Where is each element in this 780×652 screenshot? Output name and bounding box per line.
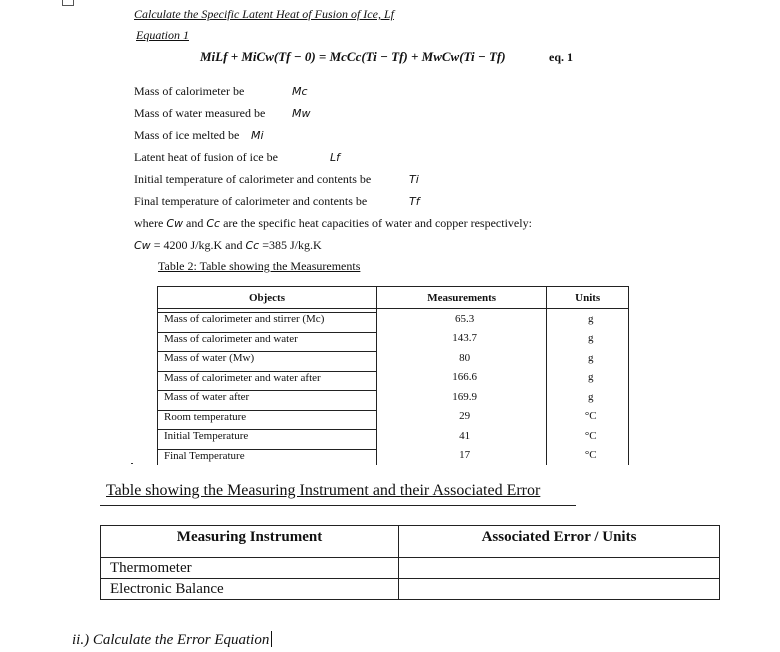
- cw-value: = 4200 J/kg.K: [153, 238, 223, 252]
- specific-heat-description: [134, 216, 532, 231]
- object-cell: [158, 407, 377, 427]
- error-cell[interactable]: [399, 579, 720, 600]
- object-label: Mass of calorimeter and stirrer (Mc): [158, 312, 376, 325]
- object-label: Room temperature: [158, 410, 376, 423]
- object-cell: [158, 387, 377, 407]
- column-header-instrument: Measuring Instrument: [101, 526, 399, 558]
- where-and: and: [186, 216, 204, 230]
- definition-symbol: Mw: [292, 107, 311, 120]
- cw-symbol: Cw: [166, 217, 184, 230]
- measurement-cell: 17: [376, 446, 546, 466]
- table-row: [101, 558, 720, 579]
- table-row: [158, 407, 629, 427]
- unit-cell: g: [547, 387, 629, 407]
- unit-cell: g: [547, 329, 629, 349]
- object-label: Mass of calorimeter and water after: [158, 371, 376, 384]
- table-row: [158, 387, 629, 407]
- section-title: Calculate the Specific Latent Heat of Fusion of Ice, Lf: [134, 7, 394, 21]
- error-table: [100, 525, 720, 600]
- definition-text: Initial temperature of calorimeter and contents be: [134, 172, 372, 186]
- text-cursor: [271, 631, 272, 647]
- object-label: Mass of water (Mw): [158, 351, 376, 364]
- table-row: [158, 446, 629, 466]
- column-header-objects: Objects: [158, 287, 377, 309]
- latent-heat-equation: MiLf + MiCw(Tf − 0) = McCc(Ti − Tf) + MwCw(Ti − Tf): [200, 49, 506, 64]
- caption-rule: [100, 505, 576, 506]
- cw-symbol: Cw: [134, 239, 151, 252]
- column-header-error: Associated Error / Units: [399, 526, 720, 558]
- table-row: [158, 329, 629, 349]
- definition-text: Mass of ice melted be: [134, 128, 240, 142]
- measurements-table-caption: Table 2: Table showing the Measurements: [158, 259, 361, 273]
- measurement-cell: 143.7: [376, 329, 546, 349]
- definition-text: Mass of calorimeter be: [134, 84, 245, 98]
- unit-cell: g: [547, 309, 629, 329]
- measurement-cell: 169.9: [376, 387, 546, 407]
- table-row: [158, 309, 629, 329]
- unit-cell: g: [547, 348, 629, 368]
- object-cell: [158, 368, 377, 388]
- values-and: and: [225, 238, 243, 252]
- object-cell: [158, 309, 377, 329]
- table-row: [158, 426, 629, 446]
- measurement-cell: 166.6: [376, 368, 546, 388]
- measurements-table: [157, 286, 629, 465]
- unit-cell: °C: [547, 407, 629, 427]
- definition-symbol: Lf: [330, 151, 341, 164]
- definition-text: Mass of water measured be: [134, 106, 266, 120]
- cc-symbol: Cc: [206, 217, 221, 230]
- definition-symbol: Tf: [409, 195, 420, 208]
- equation-number: eq. 1: [549, 50, 573, 64]
- error-table-caption: Table showing the Measuring Instrument and their Associated Error: [106, 482, 541, 499]
- object-label: Final Temperature: [158, 449, 376, 462]
- cc-value: =385 J/kg.K: [262, 238, 322, 252]
- where-prefix: where: [134, 216, 164, 230]
- measurement-cell: 65.3: [376, 309, 546, 329]
- definition-symbol: Mi: [251, 129, 264, 142]
- error-cell[interactable]: [399, 558, 720, 579]
- unit-cell: °C: [547, 426, 629, 446]
- object-cell: [158, 426, 377, 446]
- measurement-cell: 80: [376, 348, 546, 368]
- equation-label: Equation 1: [136, 28, 189, 42]
- prompt-text: ii.) Calculate the Error Equation: [72, 632, 270, 648]
- unit-cell: °C: [547, 446, 629, 466]
- table-row: [158, 368, 629, 388]
- where-suffix: are the specific heat capacities of water and copper respectively:: [223, 216, 532, 230]
- object-cell: [158, 348, 377, 368]
- column-header-measurements: Measurements: [376, 287, 546, 309]
- definition-symbol: Ti: [409, 173, 419, 186]
- stray-mark: [131, 463, 133, 464]
- unit-cell: g: [547, 368, 629, 388]
- error-equation-prompt[interactable]: [72, 631, 272, 649]
- definition-text: Final temperature of calorimeter and contents be: [134, 194, 368, 208]
- measurement-cell: 41: [376, 426, 546, 446]
- cc-symbol: Cc: [245, 239, 260, 252]
- object-label: Mass of water after: [158, 390, 376, 403]
- definition-symbol: Mc: [292, 85, 308, 98]
- definition-text: Latent heat of fusion of ice be: [134, 150, 278, 164]
- column-header-units: Units: [547, 287, 629, 309]
- object-cell: [158, 446, 377, 466]
- table-row: [158, 348, 629, 368]
- instrument-cell: Electronic Balance: [101, 579, 399, 600]
- measurement-cell: 29: [376, 407, 546, 427]
- table-row: [101, 579, 720, 600]
- object-label: Mass of calorimeter and water: [158, 332, 376, 345]
- object-label: Initial Temperature: [158, 429, 376, 442]
- instrument-cell: Thermometer: [101, 558, 399, 579]
- page-corner-mark: [62, 0, 74, 6]
- specific-heat-values: [134, 238, 322, 253]
- object-cell: [158, 329, 377, 349]
